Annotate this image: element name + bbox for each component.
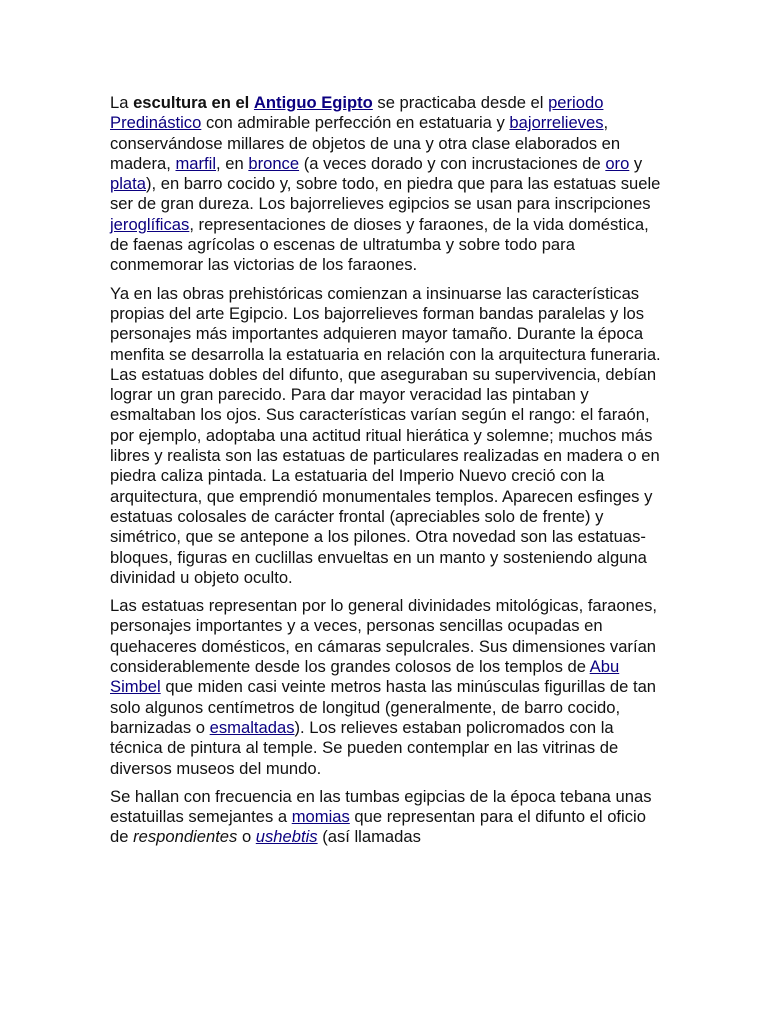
- link-ushebtis[interactable]: ushebtis: [255, 827, 318, 847]
- text-segment: ). Los relieves estaban policromados con la técnica de pintura al temple. Se pueden contemplar en las vitrinas de diversos museos del mundo.: [110, 717, 619, 778]
- paragraph-2: [110, 284, 662, 588]
- text-segment: se practicaba desde el: [372, 93, 549, 112]
- text-segment: que representan para el difunto el oficio de: [110, 807, 646, 847]
- link-plata[interactable]: plata: [110, 174, 146, 194]
- text-segment: , representaciones de dioses y faraones, de la vida doméstica, de faenas agrícolas o escenas de ultratumba y sobre todo para conmemorar las victorias de los faraones.: [110, 214, 649, 275]
- text-segment: ), en barro cocido y, sobre todo, en piedra que para las estatuas suele ser de gran dureza. Los bajorrelieves egipcios se usan para inscripciones: [110, 174, 661, 214]
- paragraph-3: [110, 596, 662, 779]
- text-segment: que miden casi veinte metros hasta las minúsculas figurillas de tan solo algunos centímetros de longitud (generalmente, de barro cocido, barnizadas o: [110, 677, 657, 737]
- text-segment: Ya en las obras prehistóricas comienzan a insinuarse las características propias del arte Egipcio. Los bajorrelieves forman bandas paralelas y los personajes más importantes adquieren mayor tamaño. Durante la época menfita se desarrolla la estatuaria en relación con la arquitectura funeraria. Las estatuas dobles del difunto, que aseguraban su supervivencia, debían lograr un gran parecido. Para dar mayor veracidad las pintaban y esmaltaban los ojos. Sus características varían según el rango: el faraón, por ejemplo, adoptaba una actitud ritual hierática y solemne; muchos más libres y realista son las estatuas de particulares realizadas en madera o en piedra caliza pintada. La estatuaria del Imperio Nuevo creció con la arquitectura, que emprendió monumentales templos. Aparecen esfinges y estatuas colosales de carácter frontal (apreciables solo de frente) y simétrico, que se antepone a los pilones. Otra novedad son las estatuas- bloques, figuras en cuclillas envueltas en un manto y sosteniendo alguna divinidad u objeto oculto.: [110, 283, 661, 587]
- paragraph-4: [110, 787, 662, 848]
- text-segment: (así llamadas: [317, 827, 421, 847]
- paragraph-1: [110, 93, 662, 276]
- text-segment: y: [629, 153, 643, 173]
- italic-term: respondientes: [133, 827, 238, 847]
- text-segment: La: [110, 93, 134, 112]
- link-marfil[interactable]: marfil: [175, 153, 217, 173]
- document-page: [110, 93, 662, 856]
- text-segment: , en: [216, 153, 249, 173]
- text-segment: , conservándose millares de objetos de una y otra clase elaborados en madera,: [110, 113, 621, 173]
- text-segment: Las estatuas representan por lo general divinidades mitológicas, faraones, personajes importantes y a veces, personas sencillas ocupadas en quehaceres domésticos, en cámaras sepulcrales. Sus dimensiones varían considerablemente desde los grandes colosos de los templos de: [110, 596, 658, 677]
- link-antiguo-egipto[interactable]: Antiguo Egipto: [253, 93, 373, 112]
- text-segment: Se hallan con frecuencia en las tumbas egipcias de la época tebana unas estatuillas semejantes a: [110, 786, 652, 827]
- link-bronce[interactable]: bronce: [248, 153, 300, 173]
- link-abu-simbel[interactable]: Abu Simbel: [110, 657, 620, 697]
- text-segment: o: [237, 827, 256, 847]
- link-periodo-predinastico[interactable]: periodo Predinástico: [110, 93, 604, 133]
- link-jeroglificas[interactable]: jeroglíficas: [110, 214, 190, 234]
- link-momias[interactable]: momias: [291, 807, 350, 827]
- link-bajorrelieves[interactable]: bajorrelieves: [509, 113, 604, 133]
- text-segment: (a veces dorado y con incrustaciones de: [299, 153, 606, 173]
- link-oro[interactable]: oro: [605, 153, 630, 173]
- bold-phrase: escultura en el: [133, 93, 250, 112]
- text-segment: con admirable perfección en estatuaria y: [201, 113, 510, 133]
- link-esmaltadas[interactable]: esmaltadas: [209, 717, 295, 737]
